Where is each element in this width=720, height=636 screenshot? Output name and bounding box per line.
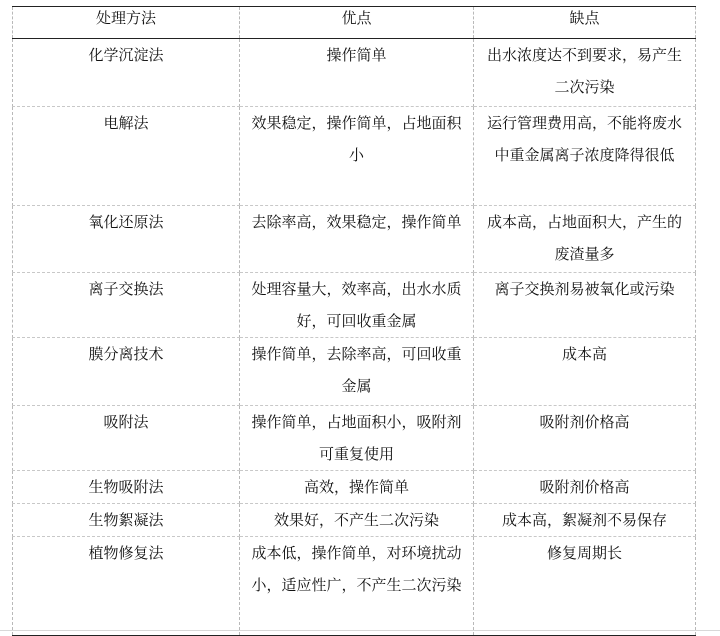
method-cell: 膜分离技术 — [13, 338, 240, 406]
cons-cell: 成本高，絮凝剂不易保存 — [474, 504, 696, 537]
pros-cell: 操作简单，占地面积小，吸附剂可重复使用 — [240, 406, 474, 471]
header-row — [13, 7, 696, 39]
cons-cell: 离子交换剂易被氧化或污染 — [474, 273, 696, 338]
table-row — [13, 537, 696, 636]
method-cell: 氧化还原法 — [13, 206, 240, 273]
method-cell: 生物吸附法 — [13, 471, 240, 504]
cons-cell: 运行管理费用高，不能将废水中重金属离子浓度降得很低 — [474, 107, 696, 206]
cons-cell: 出水浓度达不到要求，易产生二次污染 — [474, 39, 696, 107]
pros-cell: 操作简单，去除率高，可回收重金属 — [240, 338, 474, 406]
pros-cell: 操作简单 — [240, 39, 474, 107]
pros-cell: 成本低，操作简单，对环境扰动小，适应性广，不产生二次污染 — [240, 537, 474, 636]
header-method: 处理方法 — [13, 7, 240, 39]
table-row — [13, 273, 696, 338]
method-cell: 化学沉淀法 — [13, 39, 240, 107]
cons-cell: 成本高，占地面积大，产生的废渣量多 — [474, 206, 696, 273]
table-row — [13, 206, 696, 273]
method-cell: 生物絮凝法 — [13, 504, 240, 537]
method-cell: 离子交换法 — [13, 273, 240, 338]
cons-cell: 修复周期长 — [474, 537, 696, 636]
table-header — [13, 7, 696, 39]
comparison-table — [12, 6, 696, 636]
cons-cell: 吸附剂价格高 — [474, 406, 696, 471]
table-row — [13, 406, 696, 471]
pros-cell: 处理容量大，效率高，出水水质好，可回收重金属 — [240, 273, 474, 338]
cons-cell: 成本高 — [474, 338, 696, 406]
method-cell: 吸附法 — [13, 406, 240, 471]
pros-cell: 效果稳定，操作简单，占地面积小 — [240, 107, 474, 206]
table-row — [13, 39, 696, 107]
method-cell: 植物修复法 — [13, 537, 240, 636]
pros-cell: 效果好，不产生二次污染 — [240, 504, 474, 537]
page-bottom-rule — [0, 630, 720, 631]
table-row — [13, 338, 696, 406]
pros-cell: 高效，操作简单 — [240, 471, 474, 504]
table-row — [13, 471, 696, 504]
table-row — [13, 107, 696, 206]
table-body — [13, 39, 696, 636]
pros-cell: 去除率高，效果稳定，操作简单 — [240, 206, 474, 273]
header-pros: 优点 — [240, 7, 474, 39]
table-row — [13, 504, 696, 537]
cons-cell: 吸附剂价格高 — [474, 471, 696, 504]
method-cell: 电解法 — [13, 107, 240, 206]
header-cons: 缺点 — [474, 7, 696, 39]
